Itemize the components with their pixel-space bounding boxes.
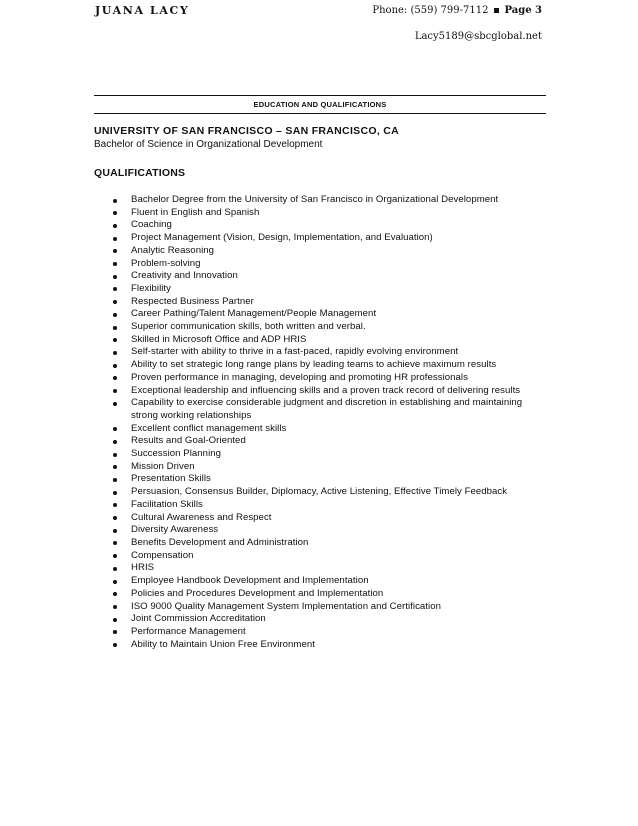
qualification-item: [94, 207, 546, 220]
qualification-text: Superior communication skills, both written and verbal.: [131, 321, 366, 333]
qualification-text: Facilitation Skills: [131, 498, 203, 510]
qualification-text: Career Pathing/Talent Management/People Management: [131, 308, 377, 320]
qualification-item: [94, 372, 546, 385]
qualification-text: Problem-solving: [131, 257, 201, 269]
header-page-number: Page 3: [504, 5, 542, 16]
bullet-icon: [113, 618, 117, 622]
qualification-text: Results and Goal-Oriented: [131, 435, 246, 447]
qualification-item: [94, 639, 546, 652]
qualification-text: Ability to set strategic long range plans by leading teams to achieve maximum results: [131, 359, 497, 371]
bullet-icon: [113, 262, 117, 266]
bullet-icon: [113, 453, 117, 457]
bullet-icon: [113, 199, 117, 203]
qualification-item: [94, 435, 546, 448]
bullet-icon: [113, 326, 117, 330]
qualification-item: [94, 219, 546, 232]
qualification-text: Coaching: [131, 219, 172, 231]
qualification-item: [94, 397, 546, 422]
qualification-text: Skilled in Microsoft Office and ADP HRIS: [131, 333, 307, 345]
qualification-item: [94, 359, 546, 372]
qualification-item: [94, 575, 546, 588]
qualification-item: [94, 613, 546, 626]
bullet-icon: [113, 643, 117, 647]
qualification-text: Analytic Reasoning: [131, 244, 215, 256]
bullet-icon: [113, 338, 117, 342]
qualification-item: [94, 562, 546, 575]
qualification-item: [94, 537, 546, 550]
bullet-icon: [113, 237, 117, 241]
bullet-icon: [113, 630, 117, 634]
qualification-text: Capability to exercise considerable judgment and discretion in establishing and maintaining strong working relationships: [131, 397, 523, 421]
qualification-text: Mission Driven: [131, 460, 195, 472]
header-contact-line: [372, 4, 542, 18]
qualification-item: [94, 194, 546, 207]
qualification-text: Performance Management: [131, 625, 246, 637]
bullet-icon: [113, 287, 117, 291]
qualification-text: Creativity and Innovation: [131, 270, 238, 282]
bullet-icon: [113, 211, 117, 215]
bullet-icon: [113, 351, 117, 355]
qualification-text: Self-starter with ability to thrive in a fast-paced, rapidly evolving environment: [131, 346, 459, 358]
bullet-icon: [113, 402, 117, 406]
bullet-icon: [113, 529, 117, 533]
section-title: EDUCATION AND QUALIFICATIONS: [253, 100, 387, 109]
qualification-text: Joint Commission Accreditation: [131, 613, 266, 625]
qualification-text: Proven performance in managing, developing and promoting HR professionals: [131, 371, 468, 383]
bullet-icon: [113, 300, 117, 304]
qualification-text: Bachelor Degree from the University of San Francisco in Organizational Development: [131, 194, 499, 205]
qualification-text: Policies and Procedures Development and Implementation: [131, 587, 384, 599]
header-email: Lacy5189@sbcglobal.net: [414, 31, 542, 42]
qualification-item: [94, 550, 546, 563]
qualification-text: Presentation Skills: [131, 473, 211, 485]
qualification-item: [94, 232, 546, 245]
qualification-item: [94, 473, 546, 486]
bullet-icon: [113, 275, 117, 279]
bullet-icon: [113, 465, 117, 469]
degree-name: Bachelor of Science in Organizational Development: [94, 139, 323, 150]
bullet-icon: [113, 376, 117, 380]
qualification-text: Benefits Development and Administration: [131, 536, 309, 548]
qualification-text: Project Management (Vision, Design, Implementation, and Evaluation): [131, 232, 433, 244]
qualification-text: Respected Business Partner: [131, 295, 254, 307]
qualification-item: [94, 283, 546, 296]
qualification-item: [94, 346, 546, 359]
qualification-text: Cultural Awareness and Respect: [131, 511, 272, 523]
bullet-icon: [113, 491, 117, 495]
bullet-icon: [113, 364, 117, 368]
header-contact: [372, 4, 542, 44]
qualification-text: Fluent in English and Spanish: [131, 206, 260, 218]
school-name: UNIVERSITY OF SAN FRANCISCO – SAN FRANCISCO, CA: [94, 125, 400, 137]
bullet-icon: [113, 605, 117, 609]
qualification-text: Flexibility: [131, 282, 171, 294]
qualification-item: [94, 258, 546, 271]
qualification-item: [94, 245, 546, 258]
bullet-icon: [113, 389, 117, 393]
bullet-icon: [113, 440, 117, 444]
bullet-icon: [113, 554, 117, 558]
bullet-icon: [113, 516, 117, 520]
qualification-item: [94, 499, 546, 512]
qualification-text: ISO 9000 Quality Management System Implementation and Certification: [131, 600, 441, 612]
qualification-item: [94, 448, 546, 461]
qualification-item: [94, 423, 546, 436]
qualification-item: [94, 512, 546, 525]
qualification-item: [94, 385, 546, 398]
bullet-icon: [113, 567, 117, 571]
qualification-item: [94, 334, 546, 347]
bullet-icon: [113, 249, 117, 253]
qualification-item: [94, 308, 546, 321]
qualification-item: [94, 296, 546, 309]
bullet-icon: [113, 541, 117, 545]
qualifications-list: [94, 194, 546, 651]
qualification-item: [94, 486, 546, 499]
bullet-icon: [113, 592, 117, 596]
section-rule-top: [94, 95, 546, 96]
qualification-text: Compensation: [131, 549, 194, 561]
bullet-icon: [113, 580, 117, 584]
qualification-item: [94, 270, 546, 283]
qualification-text: HRIS: [131, 562, 155, 574]
qualification-item: [94, 461, 546, 474]
bullet-icon: [113, 503, 117, 507]
bullet-icon: [113, 478, 117, 482]
education-block: [94, 125, 399, 151]
qualification-text: Persuasion, Consensus Builder, Diplomacy, Active Listening, Effective Timely Feedback: [131, 486, 508, 498]
header-name: JUANA LACY: [95, 4, 190, 17]
qualification-text: Diversity Awareness: [131, 524, 219, 536]
qualification-item: [94, 626, 546, 639]
qualification-item: [94, 601, 546, 614]
qualification-item: [94, 321, 546, 334]
bullet-icon: [113, 224, 117, 228]
square-separator-icon: [494, 8, 499, 13]
qualification-text: Exceptional leadership and influencing skills and a proven track record of delivering results: [131, 384, 521, 396]
qualification-text: Employee Handbook Development and Implementation: [131, 575, 369, 587]
qualification-text: Ability to Maintain Union Free Environment: [131, 638, 315, 650]
qualification-text: Succession Planning: [131, 448, 222, 460]
section-rule-bottom: [94, 113, 546, 114]
bullet-icon: [113, 427, 117, 431]
header-phone: Phone: (559) 799-7112: [372, 5, 489, 16]
qualification-item: [94, 588, 546, 601]
bullet-icon: [113, 313, 117, 317]
qualifications-heading: QUALIFICATIONS: [94, 167, 186, 179]
qualification-text: Excellent conflict management skills: [131, 422, 287, 434]
qualification-item: [94, 524, 546, 537]
